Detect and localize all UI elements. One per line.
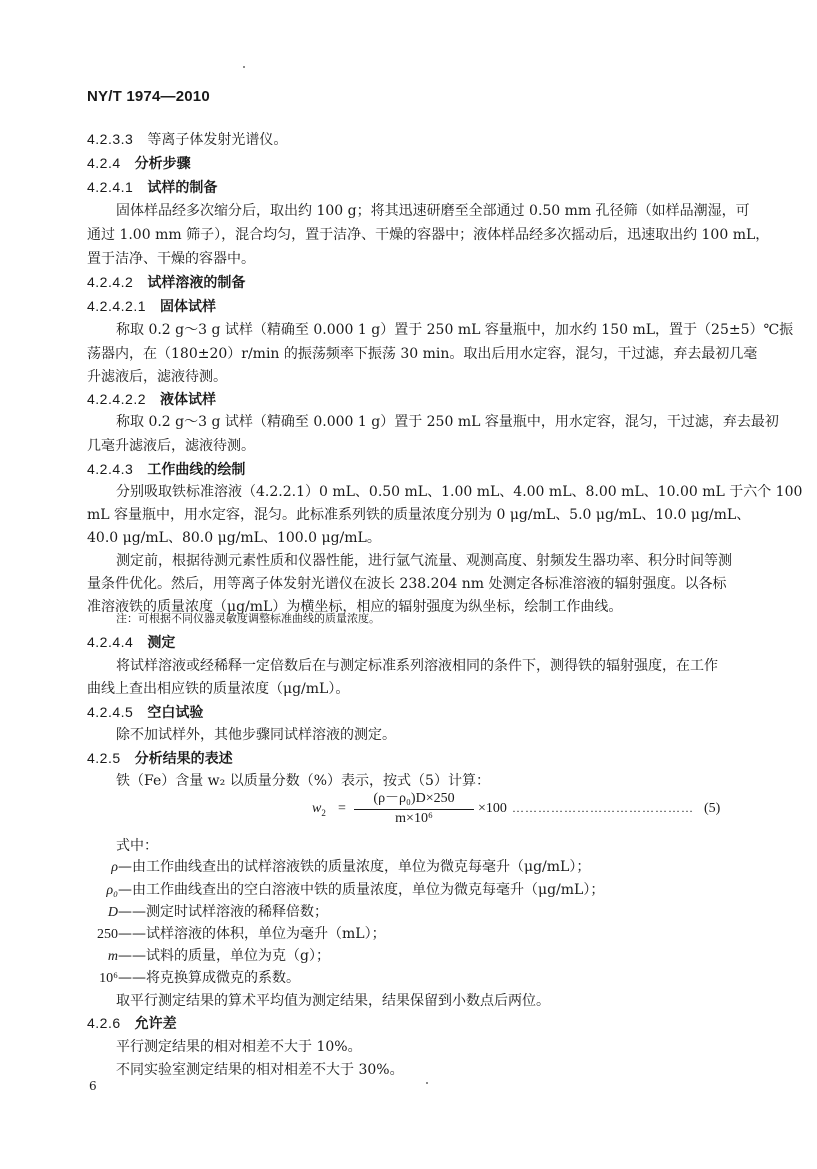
paragraph-line: 称取 0.2 g～3 g 试样（精确至 0.000 1 g）置于 250 mL 容量瓶中，用水定容，混匀，干过滤，弃去最初	[116, 414, 779, 430]
paragraph-line: 将试样溶液或经稀释一定倍数后在与测定标准系列溶液相同的条件下，测得铁的辐射强度，在工作	[116, 658, 718, 674]
paragraph-line: 置于洁净、干燥的容器中。	[87, 251, 255, 267]
definition-symbol: 250	[97, 927, 118, 942]
section-number: 4.2.5	[87, 750, 121, 766]
formula-subscript: 2	[321, 807, 326, 818]
scan-speck	[426, 1082, 428, 1084]
paragraph-line: 不同实验室测定结果的相对相差不大于 30%。	[116, 1062, 404, 1078]
definition-dash: —	[118, 859, 132, 875]
note-text: 注：可根据不同仪器灵敏度调整标准曲线的质量浓度。	[116, 612, 380, 625]
definition-row	[80, 857, 590, 878]
where-label: 式中：	[116, 838, 158, 854]
section-number: 4.2.4.4	[87, 634, 134, 650]
section-title: 固体试样	[160, 299, 216, 315]
scan-speck	[243, 66, 245, 68]
section-number: 4.2.4.5	[87, 704, 134, 720]
section-number: 4.2.4.1	[87, 179, 134, 195]
paragraph-line: 40.0 μg/mL、80.0 μg/mL、100.0 μg/mL。	[87, 530, 381, 546]
section-title: 测定	[147, 635, 176, 651]
formula-denominator: m×10⁶	[395, 811, 433, 826]
definition-symbol: ρ₀	[106, 883, 118, 898]
fraction-bar	[354, 809, 474, 810]
formula-equals: =	[338, 801, 346, 816]
paragraph-line: 升滤液后，滤液待测。	[87, 369, 227, 385]
formula-fraction	[354, 790, 474, 827]
paragraph-line: 通过 1.00 mm 筛子），混合均匀，置于洁净、干燥的容器中；液体样品经多次摇动后，迅速取出约 100 mL，	[87, 227, 770, 243]
paragraph-line: 除不加试样外，其他步骤同试样溶液的测定。	[116, 727, 396, 743]
paragraph-line: 平行测定结果的相对相差不大于 10%。	[116, 1039, 362, 1055]
paragraph-line: 准溶液铁的质量浓度（μg/mL）为横坐标，相应的辐射强度为纵坐标，绘制工作曲线。	[87, 599, 623, 615]
section-heading	[87, 748, 233, 769]
definition-symbol: D	[107, 905, 118, 920]
section-number: 4.2.4.2	[87, 274, 134, 290]
definition-row	[80, 946, 330, 967]
section-heading	[87, 389, 216, 410]
definition-symbol: m	[107, 949, 118, 964]
formula-number: (5)	[704, 801, 721, 816]
section-heading	[87, 296, 216, 317]
formula-5	[312, 790, 732, 830]
section-title: 试样溶液的制备	[147, 275, 246, 291]
definition-row	[80, 968, 300, 989]
section-number: 4.2.4.2.1	[87, 298, 146, 314]
section-number: 4.2.4.2.2	[87, 391, 146, 407]
definition-symbol: ρ	[111, 860, 118, 875]
paragraph-line: 分别吸取铁标准溶液（4.2.2.1）0 mL、0.50 mL、1.00 mL、4.00 mL、8.00 mL、10.00 mL 于六个 100	[116, 484, 803, 500]
section-title: 工作曲线的绘制	[147, 462, 246, 478]
section-heading	[87, 272, 245, 293]
section-heading	[87, 702, 203, 723]
section-heading	[87, 153, 191, 174]
formula-symbol: w	[312, 801, 322, 816]
section-title: 空白试验	[147, 705, 204, 721]
definition-dash: ——	[118, 926, 146, 942]
definition-dash: —	[118, 882, 132, 898]
section-heading	[87, 632, 175, 653]
definition-dash: ——	[118, 948, 146, 964]
paragraph-line: 荡器内，在（180±20）r/min 的振荡频率下振荡 30 min。取出后用水定容，混匀，干过滤，弃去最初几毫	[87, 346, 758, 362]
definition-row	[80, 924, 386, 945]
definition-dash: ——	[118, 904, 146, 920]
paragraph-line: 取平行测定结果的算术平均值为测定结果，结果保留到小数点后两位。	[116, 993, 550, 1009]
section-number: 4.2.4	[87, 155, 121, 171]
section-number: 4.2.3.3	[87, 131, 134, 147]
section-title: 分析步骤	[134, 156, 191, 172]
definition-text: 由工作曲线查出的空白溶液中铁的质量浓度，单位为微克每毫升（μg/mL）；	[132, 882, 605, 898]
definition-text: 试样溶液的体积，单位为毫升（mL）；	[146, 926, 386, 942]
paragraph-line: 称取 0.2 g～3 g 试样（精确至 0.000 1 g）置于 250 mL 容量瓶中，加水约 150 mL，置于（25±5）℃振	[116, 322, 794, 338]
document-id: NY/T 1974—2010	[87, 88, 210, 105]
section-number: 4.2.6	[87, 1015, 121, 1031]
definition-row	[80, 880, 604, 901]
paragraph-line: 铁（Fe）含量 w₂ 以质量分数（%）表示，按式（5）计算：	[116, 773, 490, 789]
formula-numerator: (ρ－ρ₀)D×250	[373, 791, 455, 806]
section-heading	[87, 1013, 177, 1034]
section-heading	[87, 459, 245, 480]
section-text: 等离子体发射光谱仪。	[147, 132, 288, 148]
formula-times: ×100	[478, 801, 507, 816]
definition-text: 测定时试样溶液的稀释倍数；	[146, 904, 328, 920]
section-title: 允许差	[134, 1016, 177, 1032]
definition-row	[80, 902, 328, 923]
section-title: 液体试样	[160, 392, 216, 408]
section-number: 4.2.4.3	[87, 461, 134, 477]
paragraph-line: 几毫升滤液后，滤液待测。	[87, 438, 255, 454]
definition-text: 试料的质量，单位为克（g）；	[146, 948, 330, 964]
section-title: 试样的制备	[147, 180, 218, 196]
section-title: 分析结果的表述	[134, 751, 233, 767]
paragraph-line: 曲线上查出相应铁的质量浓度（μg/mL）。	[87, 681, 350, 697]
definition-symbol: 10⁶	[99, 971, 118, 986]
paragraph-line: 量条件优化。然后，用等离子体发射光谱仪在波长 238.204 nm 处测定各标准溶液的辐射强度。以各标	[87, 576, 727, 592]
definition-text: 由工作曲线查出的试样溶液铁的质量浓度，单位为微克每毫升（μg/mL）；	[132, 859, 591, 875]
section-heading	[87, 129, 287, 150]
paragraph-line: 固体样品经多次缩分后，取出约 100 g；将其迅速研磨至全部通过 0.50 mm 孔径筛（如样品潮湿，可	[116, 203, 750, 219]
definition-text: 将克换算成微克的系数。	[146, 970, 300, 986]
page-number: 6	[89, 1079, 97, 1093]
paragraph-line: mL 容量瓶中，用水定容，混匀。此标准系列铁的质量浓度分别为 0 μg/mL、5.0 μg/mL、10.0 μg/mL、	[87, 507, 751, 523]
formula-lhs	[312, 801, 326, 818]
formula-leader-dots: ……………………………………	[512, 801, 694, 815]
section-heading	[87, 177, 217, 198]
paragraph-line: 测定前，根据待测元素性质和仪器性能，进行氩气流量、观测高度、射频发生器功率、积分时间等测	[116, 553, 732, 569]
definition-dash: ——	[118, 970, 146, 986]
